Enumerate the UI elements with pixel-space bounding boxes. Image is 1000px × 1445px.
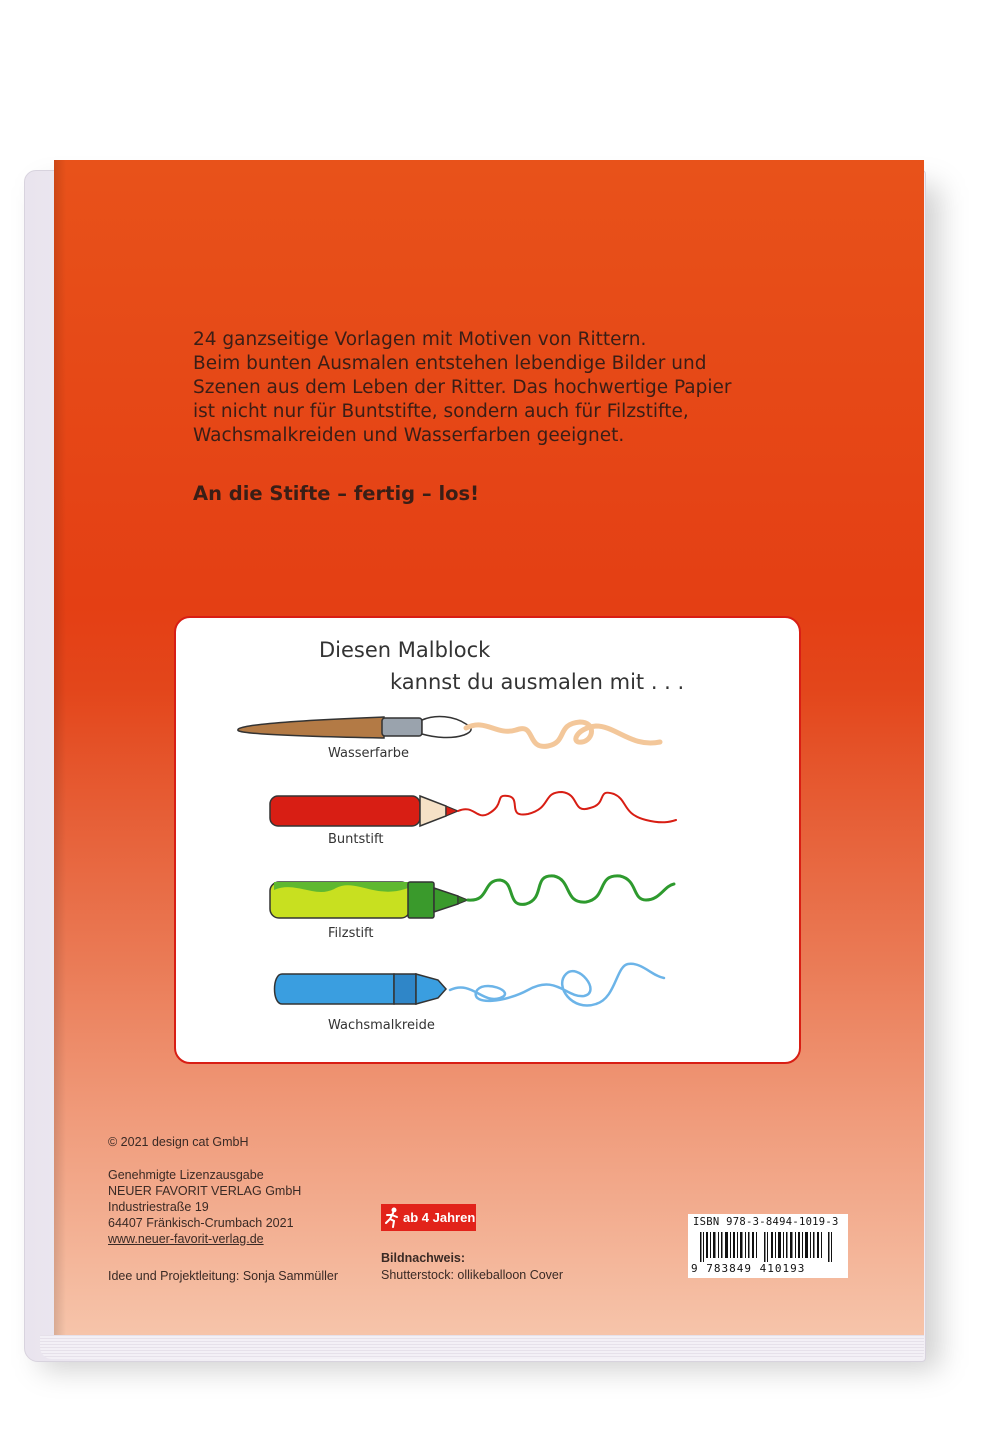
copyright: © 2021 design cat GmbH — [108, 1135, 249, 1149]
description-text — [193, 328, 793, 448]
description-line: 24 ganzseitige Vorlagen mit Motiven von Rittern. — [193, 329, 647, 350]
project-credit: Idee und Projektleitung: Sonja Sammüller — [108, 1269, 338, 1283]
description-line: Szenen aus dem Leben der Ritter. Das hochwertige Papier — [193, 377, 732, 398]
age-badge — [381, 1204, 476, 1231]
tools-panel — [174, 616, 801, 1064]
panel-heading-line2: kannst du ausmalen mit . . . — [390, 670, 685, 694]
paintbrush-icon — [238, 717, 660, 747]
age-badge-label: ab 4 Jahren — [403, 1210, 476, 1225]
description-line: Wachsmalkreiden und Wasserfarben geeignet. — [193, 425, 625, 446]
page-edges — [40, 1335, 924, 1359]
publisher-line: NEUER FAVORIT VERLAG GmbH — [108, 1184, 302, 1198]
publisher-info — [108, 1167, 301, 1247]
cover-fold-shadow — [54, 160, 66, 1335]
image-credits-title: Bildnachweis: — [381, 1251, 466, 1265]
slogan: An die Stifte – fertig – los! — [193, 482, 480, 505]
tool-label-wasserfarbe: Wasserfarbe — [328, 746, 410, 761]
colored-pencil-icon — [270, 792, 676, 826]
tool-label-buntstift: Buntstift — [328, 832, 384, 847]
crayon-icon — [275, 964, 665, 1006]
publisher-line: 64407 Fränkisch-Crumbach 2021 — [108, 1216, 294, 1230]
tools-illustration — [176, 618, 799, 1062]
isbn-label: ISBN 978-3-8494-1019-3 — [693, 1216, 839, 1228]
publisher-line: Industriestraße 19 — [108, 1200, 209, 1214]
tool-label-filzstift: Filzstift — [328, 926, 374, 941]
description-line: Beim bunten Ausmalen entstehen lebendige Bilder und — [193, 353, 707, 374]
panel-heading-line1: Diesen Malblock — [319, 638, 491, 662]
publisher-line: Genehmigte Lizenzausgabe — [108, 1168, 264, 1182]
barcode-bars — [700, 1232, 836, 1262]
image-credits: Shutterstock: ollikeballoon Cover — [381, 1268, 564, 1282]
tool-label-wachsmalkreide: Wachsmalkreide — [328, 1018, 435, 1033]
running-figure-icon — [384, 1207, 400, 1228]
description-line: ist nicht nur für Buntstifte, sondern auch für Filzstifte, — [193, 401, 689, 422]
website-link[interactable]: www.neuer-favorit-verlag.de — [108, 1232, 264, 1246]
isbn-barcode — [688, 1214, 848, 1278]
isbn-digits: 9 783849 410193 — [691, 1262, 806, 1275]
felt-pen-icon — [270, 876, 674, 918]
